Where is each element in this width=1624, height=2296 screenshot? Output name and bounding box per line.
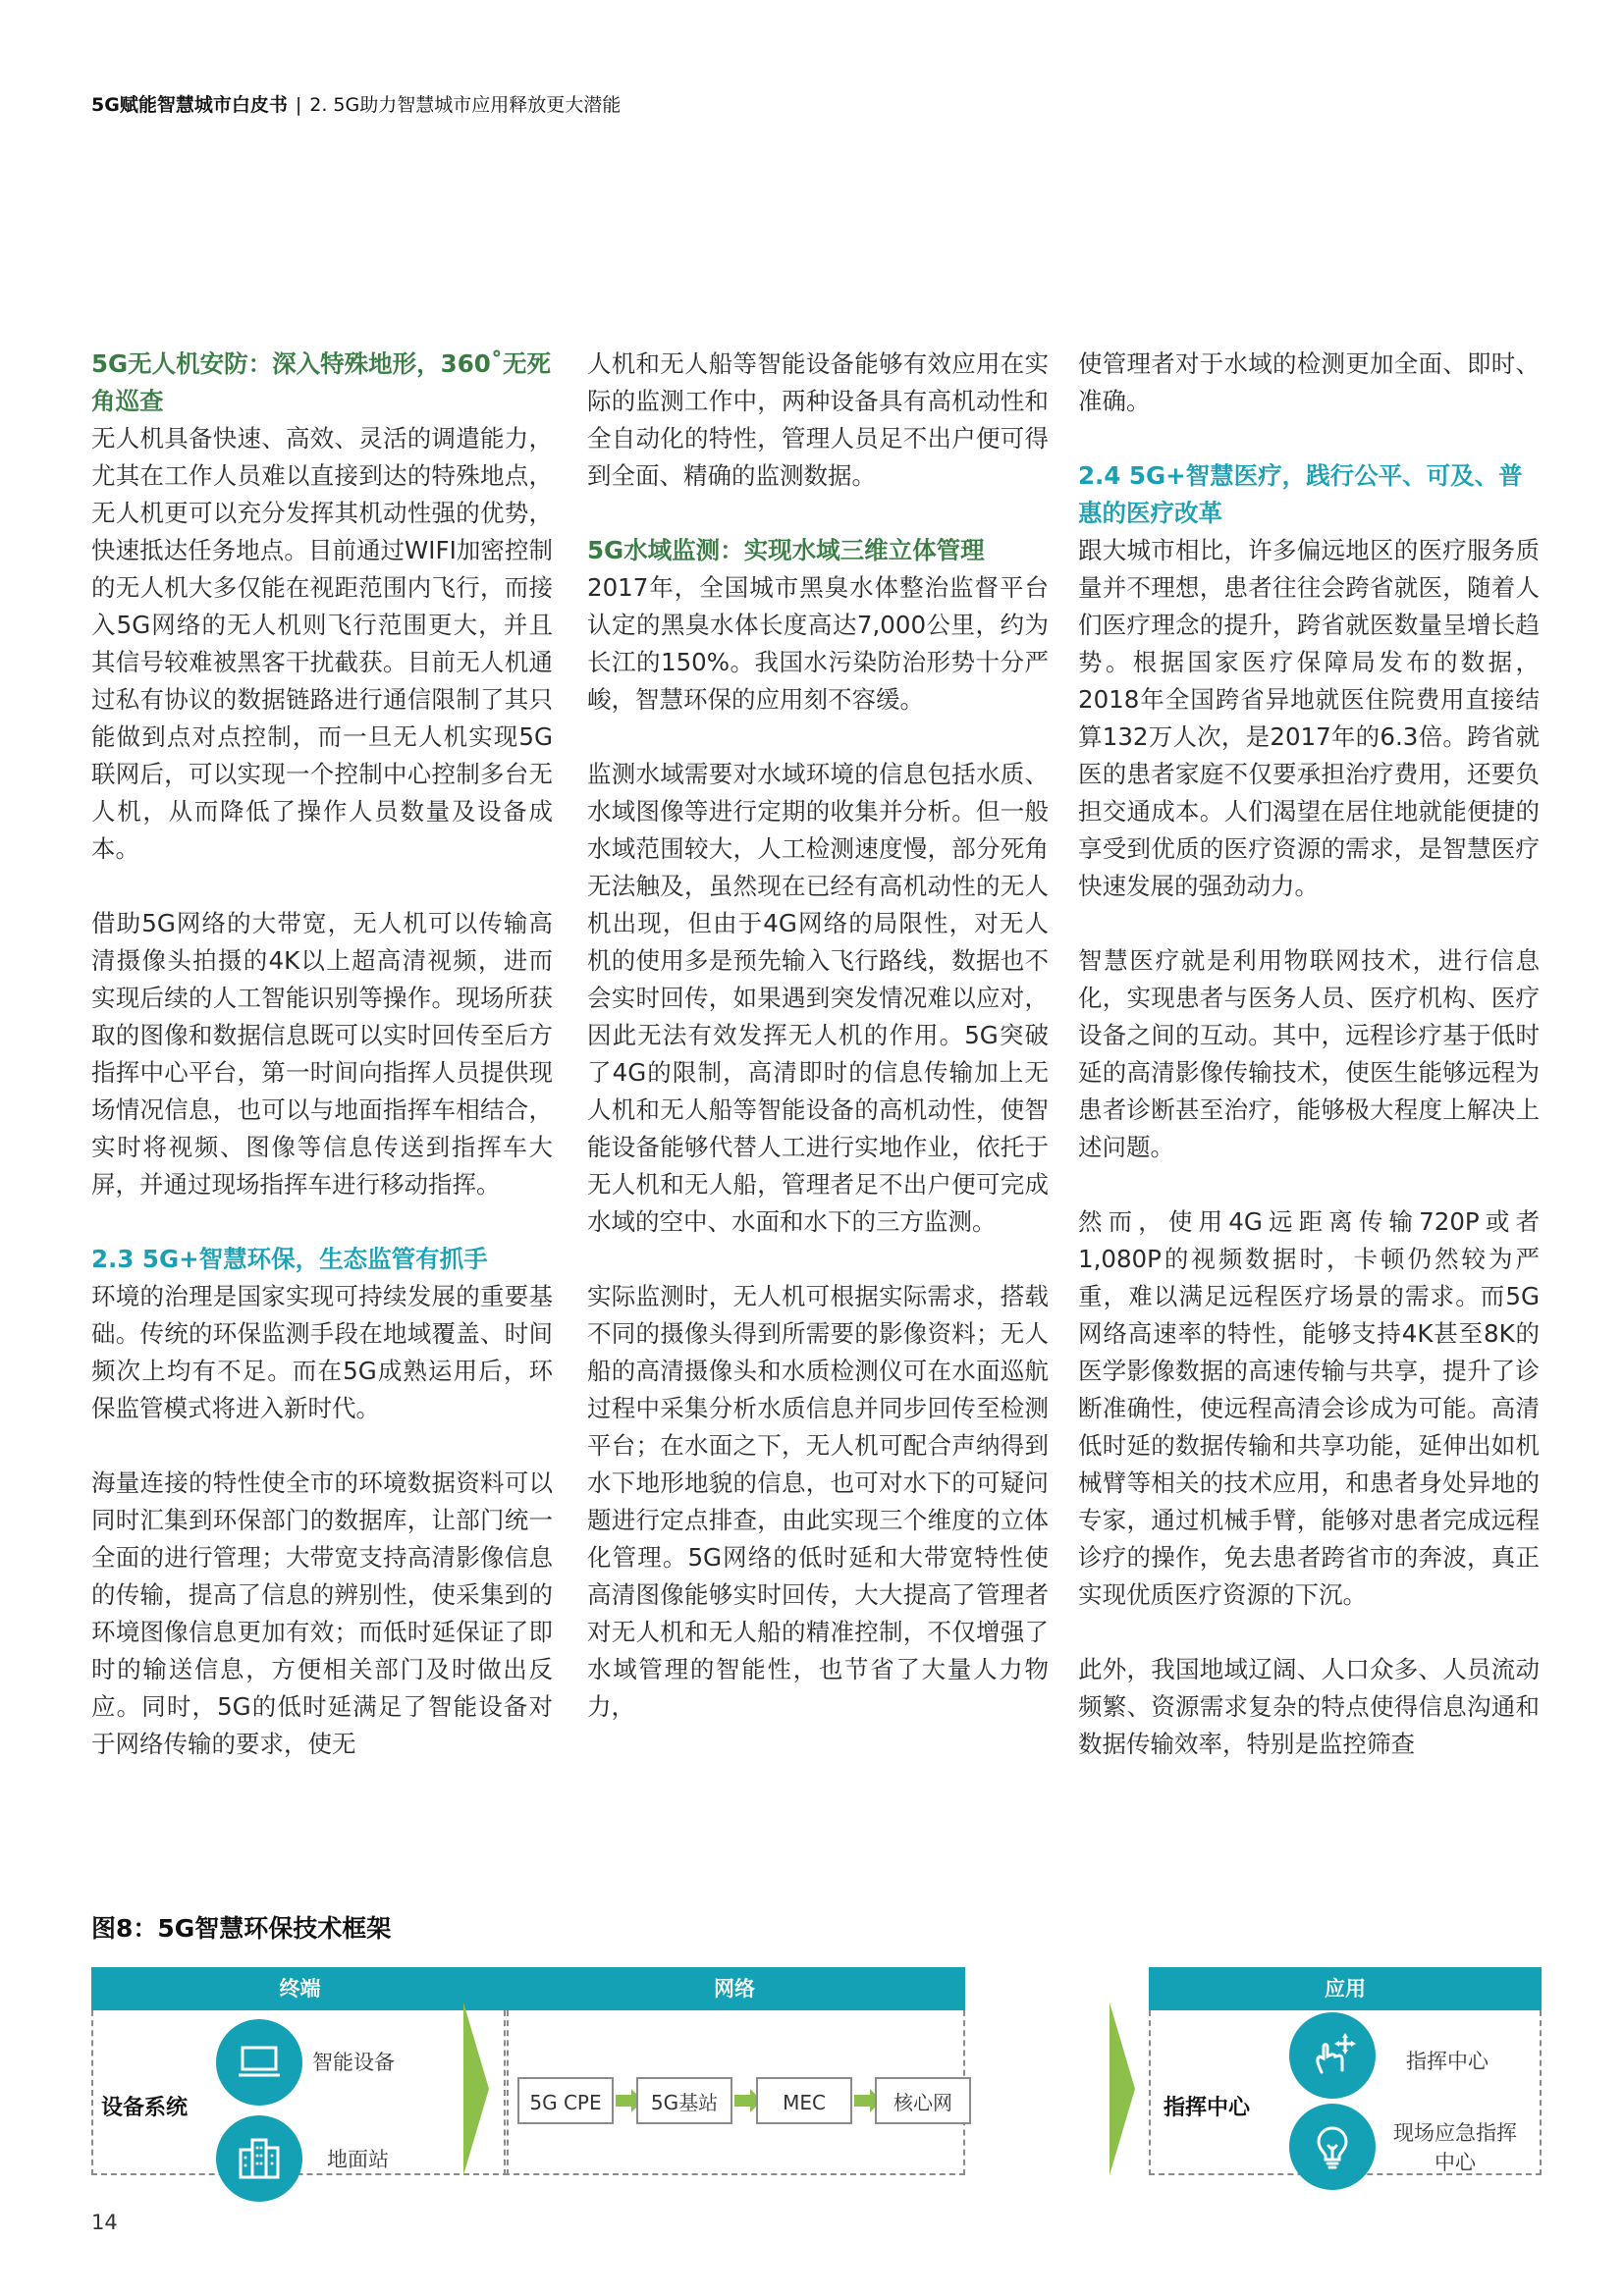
paragraph: 借助5G网络的大带宽，无人机可以传输高清摄像头拍摄的4K以上超高清视频，进而实现后续的人工智能识别等操作。现场所获取的图像和数据信息既可以实时回传至后方指挥中心平台，第一时间向指挥人员提供现场情况信息，也可以与地面指挥车相结合，实时将视频、图像等信息传送到指挥车大屏，并通过现场指挥车进行移动指挥。 [91,909,553,1199]
paragraph: 使管理者对于水域的检测更加全面、即时、准确。 [1078,349,1540,415]
paragraph: 无人机具备快速、高效、灵活的调遣能力，尤其在工作人员难以直接到达的特殊地点，无人机更可以充分发挥其机动性强的优势，快速抵达任务地点。目前通过WIFI加密控制的无人机大多仅能在视距范围内飞行，而接入5G网络的无人机则飞行范围更大，并且其信号较难被黑客干扰截获。目前无人机通过私有协议的数据链路进行通信限制了其只能做到点对点控制，而一旦无人机实现5G联网后，可以实现一个控制中心控制多台无人机，从而降低了操作人员数量及设备成本。 [91,424,553,863]
chapter-title: 2. 5G助力智慧城市应用释放更大潜能 [309,94,622,116]
laptop-icon [216,2019,302,2106]
paragraph: 2017年，全国城市黑臭水体整治监督平台认定的黑臭水体长度高达7,000公里，约为长江的150%。我国水污染防治形势十分严峻，智慧环保的应用刻不容缓。 [587,573,1049,714]
device-system-label: 设备系统 [101,2096,189,2120]
node-5g-base-station: 5G基站 [636,2077,732,2124]
section-heading-2-3: 2.3 5G+智慧环保，生态监管有抓手 [91,1245,488,1273]
network-panel [504,1967,965,2175]
document-title: 5G赋能智慧城市白皮书 [91,94,288,116]
paragraph: 海量连接的特性使全市的环境数据资料可以同时汇集到环保部门的数据库，让部门统一全面的进行管理；大带宽支持高清影像信息的传输，提高了信息的辨别性，使采集到的环境图像信息更加有效；而低时延保证了即时的输送信息，方便相关部门及时做出反应。同时，5G的低时延满足了智能设备对于网络传输的要求，使无 [91,1468,553,1758]
figure-title: 图8：5G智慧环保技术框架 [91,1914,392,1943]
text-column-1 [91,346,553,1763]
paragraph: 人机和无人船等智能设备能够有效应用在实际的监测工作中，两种设备具有高机动性和全自动化的特性，管理人员足不出户便可得到全面、精确的监测数据。 [587,349,1049,490]
command-center-label: 指挥中心 [1406,2050,1489,2073]
terminal-header: 终端 [91,1967,509,2010]
flow-arrow-icon [1110,2002,1135,2175]
page-number: 14 [91,2211,118,2234]
paragraph: 此外，我国地域辽阔、人口众多、人员流动频繁、资源需求复杂的特点使得信息沟通和数据传输效率，特别是监控筛查 [1078,1655,1540,1758]
running-header [91,90,621,117]
node-core-network: 核心网 [875,2077,971,2124]
flow-arrow-icon [463,2002,489,2175]
ground-station-label: 地面站 [327,2148,389,2171]
node-5g-cpe: 5G CPE [517,2077,614,2124]
onsite-emergency-command-label: 现场应急指挥中心 [1393,2121,1517,2174]
smart-device-label: 智能设备 [312,2051,395,2074]
paragraph: 然而，使用4G远距离传输720P或者1,080P的视频数据时，卡顿仍然较为严重，难以满足远程医疗场景的需求。而5G网络高速率的特性，能够支持4K甚至8K的医学影像数据的高速传输与共享，提升了诊断准确性，使远程高清会诊成为可能。高清低时延的数据传输和共享功能，延伸出如机械臂等相关的技术应用，和患者身处异地的专家，通过机械手臂，能够对患者完成远程诊疗的操作，免去患者跨省市的奔波，真正实现优质医疗资源的下沉。 [1078,1207,1540,1609]
paragraph: 跟大城市相比，许多偏远地区的医疗服务质量并不理想，患者往往会跨省就医，随着人们医疗理念的提升，跨省就医数量呈增长趋势。根据国家医疗保障局发布的数据，2018年全国跨省异地就医住院费用直接结算132万人次，是2017年的6.3倍。跨省就医的患者家庭不仅要承担治疗费用，还要负担交通成本。人们渴望在居住地就能便捷的享受到优质的医疗资源的需求，是智慧医疗快速发展的强劲动力。 [1078,536,1540,900]
paragraph: 环境的治理是国家实现可持续发展的重要基础。传统的环保监测手段在地域覆盖、时间频次上均有不足。而在5G成熟运用后，环保监管模式将进入新时代。 [91,1282,553,1422]
application-header: 应用 [1149,1967,1542,2010]
section-heading-drone-security: 5G无人机安防：深入特殊地形，360˚无死角巡查 [91,349,552,415]
buildings-icon [216,2115,302,2202]
paragraph: 实际监测时，无人机可根据实际需求，搭载不同的摄像头得到所需要的影像资料；无人船的高清摄像头和水质检测仪可在水面巡航过程中采集分析水质信息并同步回传至检测平台；在水面之下，无人机可配合声纳得到水下地形地貌的信息，也可对水下的可疑问题进行定点排查，由此实现三个维度的立体化管理。5G网络的低时延和大带宽特性使高清图像能够实时回传，大大提高了管理者对无人机和无人船的精准控制，不仅增强了水域管理的智能性，也节省了大量人力物力， [587,1282,1049,1721]
paragraph: 监测水域需要对水域环境的信息包括水质、水域图像等进行定期的收集并分析。但一般水域范围较大，人工检测速度慢，部分死角无法触及，虽然现在已经有高机动性的无人机出现，但由于4G网络的局限性，对无人机的使用多是预先输入飞行路线，数据也不会实时回传，如果遇到突发情况难以应对，因此无法有效发挥无人机的作用。5G突破了4G的限制，高清即时的信息传输加上无人机和无人船等智能设备的高机动性，使智能设备能够代替人工进行实地作业，依托于无人机和无人船，管理者足不出户便可完成水域的空中、水面和水下的三方监测。 [587,760,1049,1236]
lightbulb-icon [1289,2104,1376,2190]
section-heading-2-4: 2.4 5G+智慧医疗，践行公平、可及、普惠的医疗改革 [1078,461,1523,527]
node-mec: MEC [756,2077,852,2124]
paragraph: 智慧医疗就是利用物联网技术，进行信息化，实现患者与医务人员、医疗机构、医疗设备之间的互动。其中，远程诊疗基于低时延的高清影像传输技术，使医生能够远程为患者诊断甚至治疗，能够极大程度上解决上述问题。 [1078,946,1540,1161]
command-center-group-label: 指挥中心 [1164,2096,1251,2120]
touch-gesture-icon [1289,2012,1376,2099]
text-column-2 [587,346,1049,1726]
text-column-3 [1078,346,1540,1763]
network-header: 网络 [504,1967,965,2010]
header-separator: | [295,94,302,116]
section-heading-water-monitoring: 5G水域监测：实现水域三维立体管理 [587,536,985,564]
